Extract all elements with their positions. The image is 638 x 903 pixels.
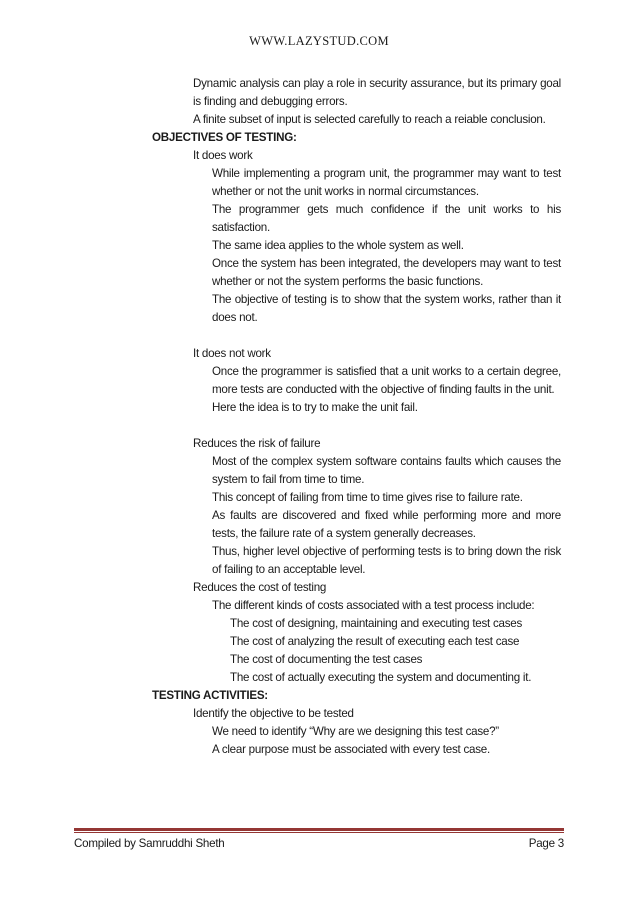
objective-does-work: It does work <box>193 149 253 162</box>
list-item: The same idea applies to the whole system as well. <box>212 239 464 252</box>
site-header: WWW.LAZYSTUD.COM <box>249 34 389 48</box>
cost-item: The cost of designing, maintaining and executing test cases <box>230 617 523 630</box>
intro-point: A finite subset of input is selected carefully to reach a reiable conclusion. <box>193 113 546 126</box>
list-item: Here the idea is to try to make the unit fail. <box>212 401 418 414</box>
activities-heading: TESTING ACTIVITIES: <box>152 689 268 702</box>
cost-item: The cost of analyzing the result of executing each test case <box>230 635 520 648</box>
page-number: Page 3 <box>528 837 564 850</box>
cost-item: The cost of actually executing the system and documenting it. <box>230 671 532 684</box>
list-item: Most of the complex system software contains faults which causes the system to fail from time to time. <box>212 455 561 486</box>
list-item: While implementing a program unit, the programmer may want to test whether or not the unit works in normal circumstances. <box>212 167 561 198</box>
list-item: A clear purpose must be associated with every test case. <box>212 743 490 756</box>
page-content <box>0 75 638 759</box>
list-item: Thus, higher level objective of performing tests is to bring down the risk of failing to an acceptable level. <box>212 545 561 576</box>
list-item: The different kinds of costs associated with a test process include: <box>212 599 535 612</box>
list-item: Once the system has been integrated, the developers may want to test whether or not the system performs the basic functions. <box>212 257 561 288</box>
activity-identify-objective: Identify the objective to be tested <box>193 707 354 720</box>
footer-author: Compiled by Samruddhi Sheth <box>74 837 225 850</box>
spacer <box>0 327 638 345</box>
intro-point: Dynamic analysis can play a role in security assurance, but its primary goal is finding and debugging errors. <box>193 77 561 108</box>
footer-rule-thin <box>74 832 564 833</box>
list-item: This concept of failing from time to time gives rise to failure rate. <box>212 491 523 504</box>
objectives-heading: OBJECTIVES OF TESTING: <box>152 131 297 144</box>
list-item: The objective of testing is to show that the system works, rather than it does not. <box>212 293 561 324</box>
list-item: As faults are discovered and fixed while performing more and more tests, the failure rate of a system generally decreases. <box>212 509 561 540</box>
list-item: The programmer gets much confidence if the unit works to his satisfaction. <box>212 203 561 234</box>
list-item: We need to identify “Why are we designing this test case?” <box>212 725 499 738</box>
list-item: Once the programmer is satisfied that a unit works to a certain degree, more tests are conducted with the objective of finding faults in the unit. <box>212 365 561 396</box>
spacer <box>0 417 638 435</box>
objective-reduce-risk: Reduces the risk of failure <box>193 437 321 450</box>
objective-does-not-work: It does not work <box>193 347 271 360</box>
objective-reduce-cost: Reduces the cost of testing <box>193 581 327 594</box>
footer-rule-thick <box>74 828 564 831</box>
cost-item: The cost of documenting the test cases <box>230 653 423 666</box>
